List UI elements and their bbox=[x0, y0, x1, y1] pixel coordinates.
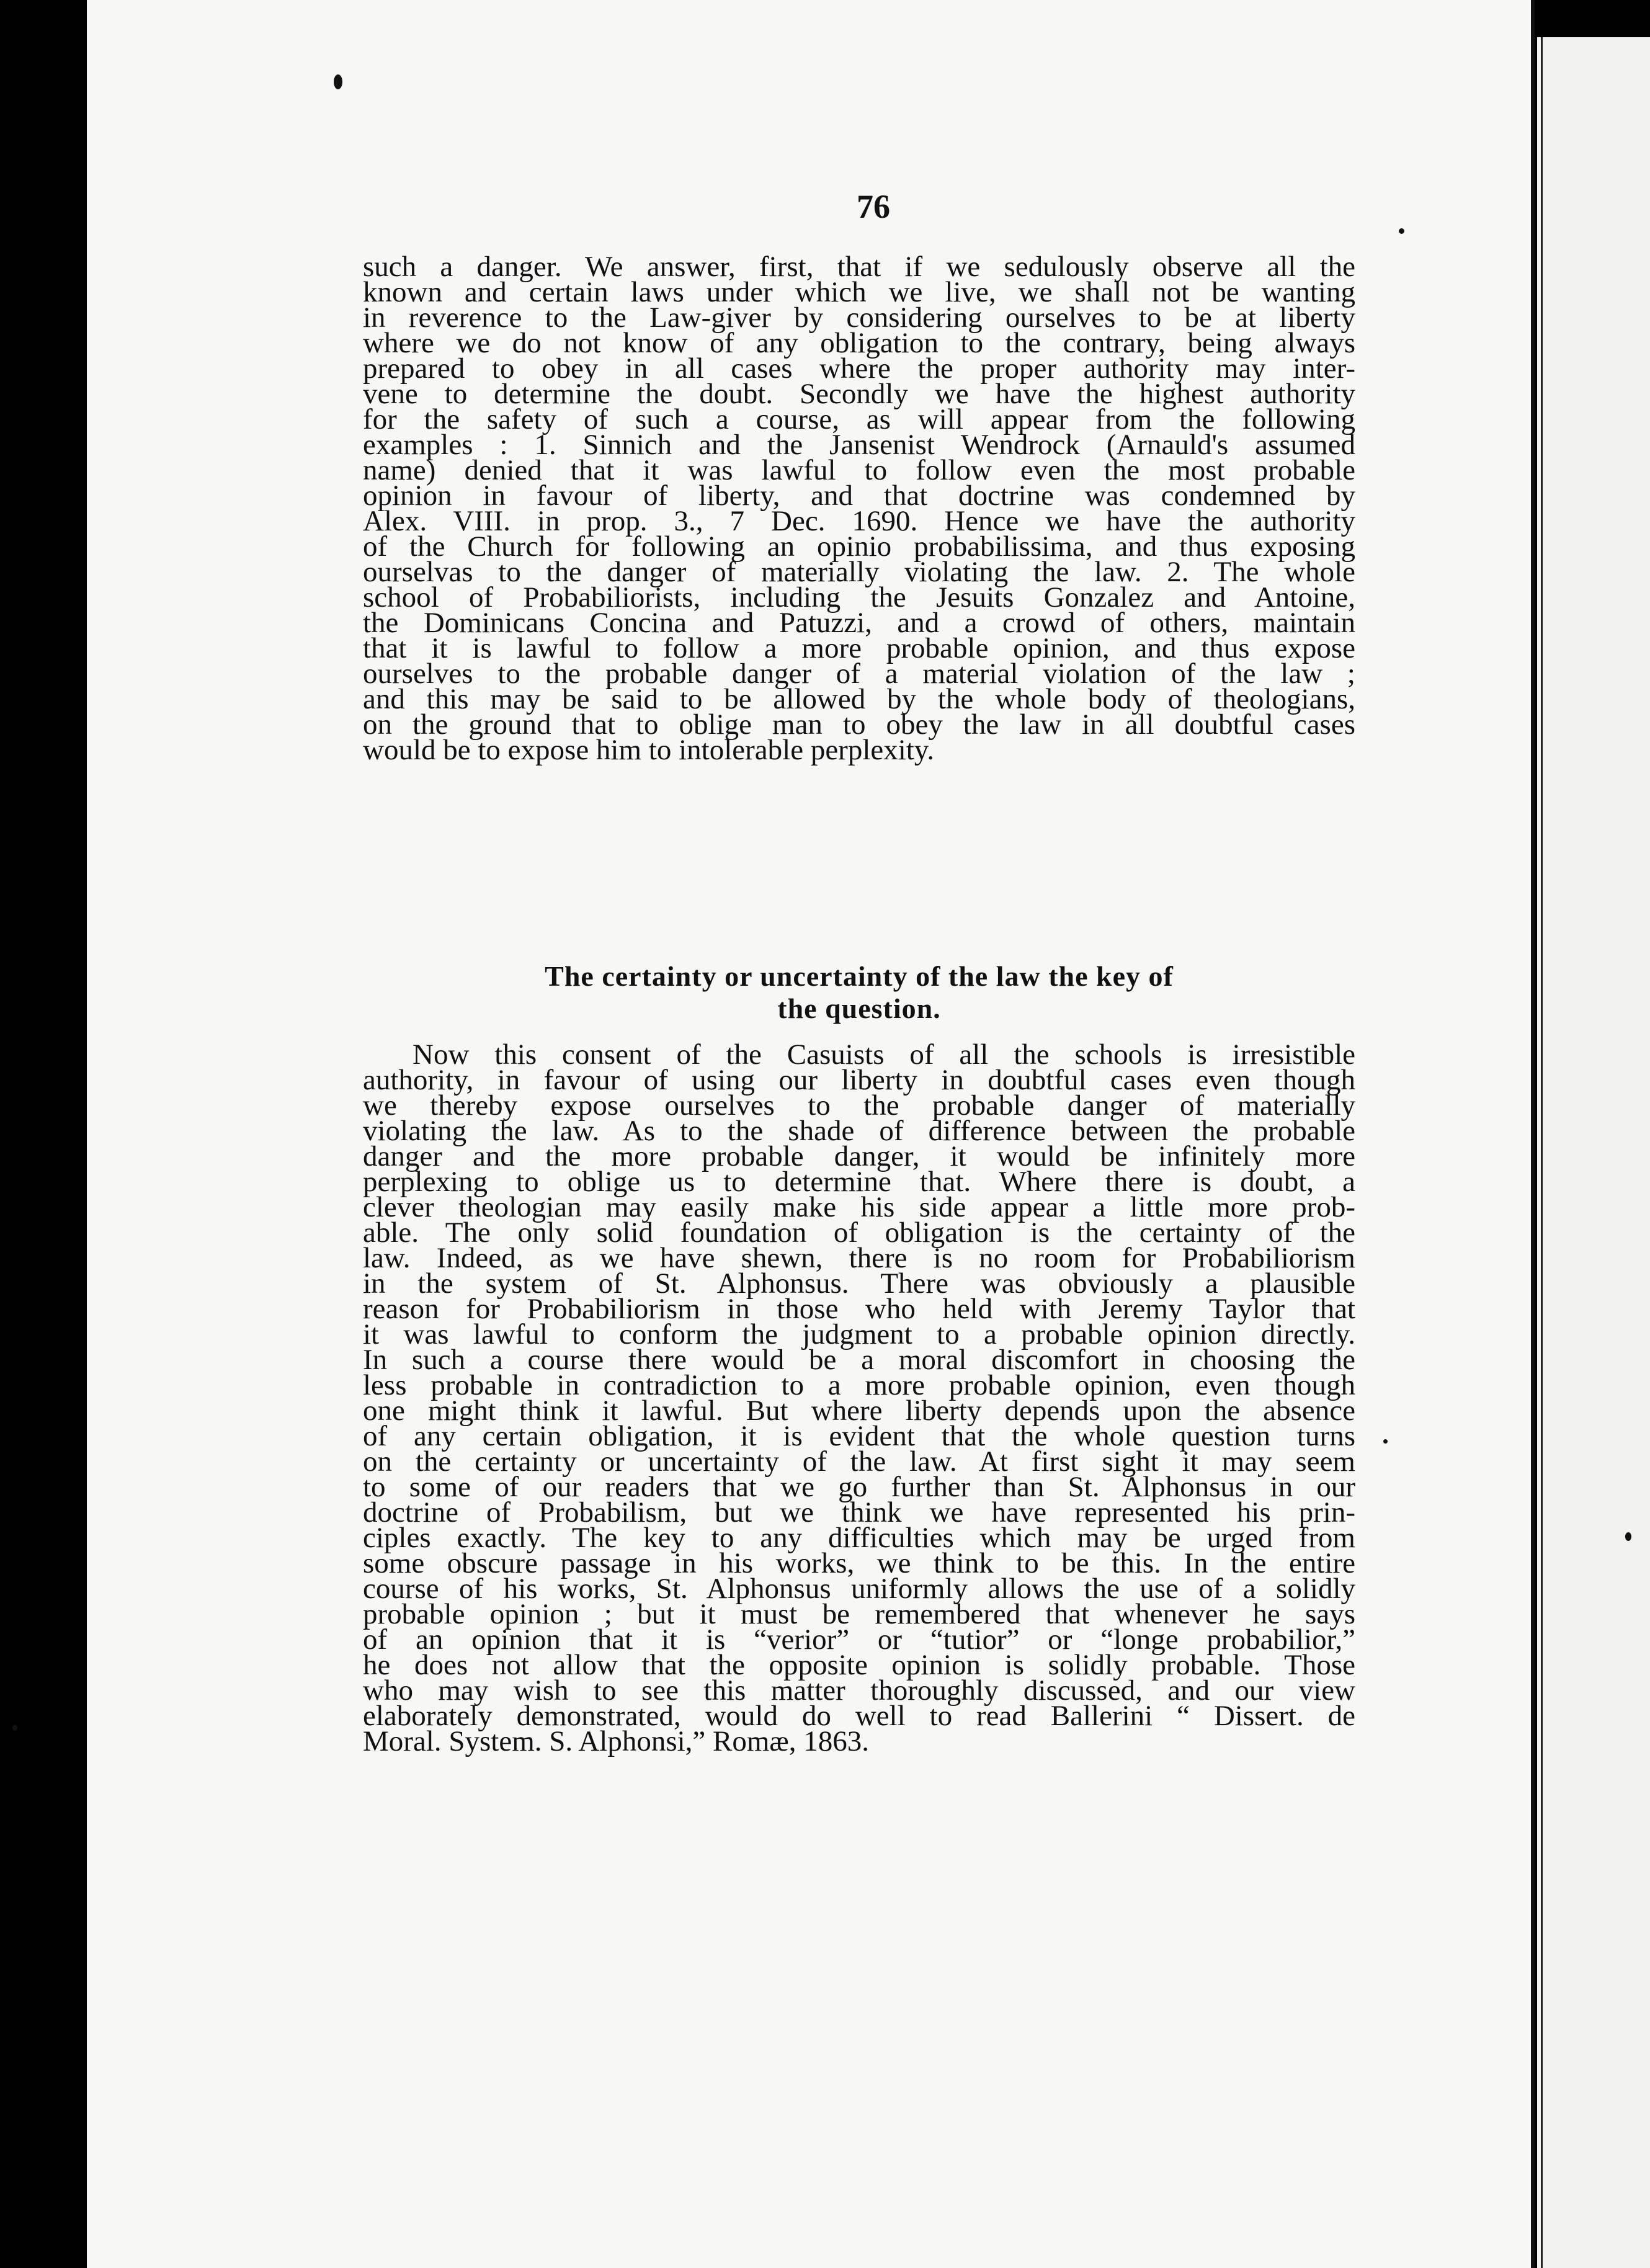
text-line: clever theologian may easily make his side appear a little more prob- bbox=[363, 1191, 1355, 1223]
text-line: Moral. System. S. Alphonsi,” Romæ, 1863. bbox=[363, 1725, 870, 1757]
page-number: 76 bbox=[857, 188, 890, 225]
text-line: one might think it lawful. But where liberty depends upon the absence bbox=[363, 1395, 1355, 1427]
text-line: known and certain laws under which we live, we shall not be wanting bbox=[363, 276, 1355, 308]
text-line: violating the law. As to the shade of difference between the probable bbox=[363, 1115, 1355, 1147]
text-line: school of Probabiliorists, including the Jesuits Gonzalez and Antoine, bbox=[363, 581, 1355, 614]
scan-speck bbox=[334, 74, 342, 89]
text-line: danger and the more probable danger, it would be infinitely more bbox=[363, 1140, 1355, 1172]
text-line: doctrine of Probabilism, but we think we have represented his prin- bbox=[363, 1496, 1355, 1529]
scan-speck bbox=[1399, 228, 1404, 234]
text-line: some obscure passage in his works, we think to be this. In the entire bbox=[363, 1547, 1355, 1579]
text-line: who may wish to see this matter thoroughly discussed, and our view bbox=[363, 1674, 1355, 1707]
scan-speck bbox=[12, 1725, 17, 1731]
section-heading bbox=[363, 960, 1355, 1025]
text-line: he does not allow that the opposite opinion is solidly probable. Those bbox=[363, 1649, 1355, 1681]
text-line: in reverence to the Law-giver by considering ourselves to be at liberty bbox=[363, 301, 1355, 334]
text-line: In such a course there would be a moral discomfort in choosing the bbox=[363, 1344, 1355, 1376]
gutter-shadow bbox=[1531, 0, 1535, 2268]
heading-line-2: the question. bbox=[777, 993, 941, 1024]
text-line: prepared to obey in all cases where the proper authority may inter- bbox=[363, 352, 1355, 385]
text-line: on the certainty or uncertainty of the law. At first sight it may seem bbox=[363, 1445, 1355, 1478]
text-line: such a danger. We answer, first, that if we sedulously observe all the bbox=[363, 251, 1355, 283]
text-line: on the ground that to oblige man to obey the law in all doubtful cases bbox=[363, 708, 1355, 741]
text-line: ourselves to the probable danger of a material violation of the law ; bbox=[363, 658, 1355, 690]
text-line: it was lawful to conform the judgment to a probable opinion directly. bbox=[363, 1318, 1355, 1351]
text-line: to some of our readers that we go further than St. Alphonsus in our bbox=[363, 1471, 1355, 1503]
text-line: probable opinion ; but it must be remembered that whenever he says bbox=[363, 1598, 1355, 1630]
text-line: of the Church for following an opinio probabilissima, and thus exposing bbox=[363, 530, 1355, 563]
text-line: where we do not know of any obligation to the contrary, being always bbox=[363, 327, 1355, 359]
text-line: that it is lawful to follow a more probable opinion, and thus expose bbox=[363, 632, 1355, 664]
text-line: the Dominicans Concina and Patuzzi, and a crowd of others, maintain bbox=[363, 607, 1355, 639]
scan-speck bbox=[1625, 1532, 1631, 1541]
text-line: in the system of St. Alphonsus. There was obviously a plausible bbox=[363, 1267, 1355, 1300]
text-line: perplexing to oblige us to determine that. Where there is doubt, a bbox=[363, 1166, 1355, 1198]
paragraph-2 bbox=[363, 1038, 1355, 1757]
text-line: examples : 1. Sinnich and the Jansenist Wendrock (Arnauld's assumed bbox=[363, 429, 1355, 461]
text-line: of any certain obligation, it is evident that the whole question turns bbox=[363, 1420, 1355, 1452]
text-line: we thereby expose ourselves to the probable danger of materially bbox=[363, 1089, 1355, 1122]
text-line: opinion in favour of liberty, and that doctrine was condemned by bbox=[363, 480, 1355, 512]
text-line: and this may be said to be allowed by the whole body of theologians, bbox=[363, 683, 1355, 715]
scan-speck bbox=[1383, 1439, 1388, 1444]
text-line: ciples exactly. The key to any difficulties which may be urged from bbox=[363, 1522, 1355, 1554]
heading-line-1: The certainty or uncertainty of the law the key of bbox=[545, 960, 1174, 992]
text-line: less probable in contradiction to a more probable opinion, even though bbox=[363, 1369, 1355, 1401]
text-line: of an opinion that it is “verior” or “tutior” or “longe probabilior,” bbox=[363, 1623, 1355, 1656]
paragraph-1 bbox=[363, 251, 1355, 766]
text-line: name) denied that it was lawful to follow even the most probable bbox=[363, 454, 1355, 486]
text-line: reason for Probabiliorism in those who held with Jeremy Taylor that bbox=[363, 1293, 1355, 1325]
text-line: law. Indeed, as we have shewn, there is no room for Probabiliorism bbox=[363, 1242, 1355, 1274]
text-line: able. The only solid foundation of obligation is the certainty of the bbox=[363, 1217, 1355, 1249]
text-line: Alex. VIII. in prop. 3., 7 Dec. 1690. Hence we have the authority bbox=[363, 505, 1355, 537]
facing-page-rule bbox=[1541, 37, 1543, 2268]
text-line: Now this consent of the Casuists of all the schools is irresistible bbox=[412, 1038, 1355, 1071]
text-line: course of his works, St. Alphonsus uniformly allows the use of a solidly bbox=[363, 1573, 1355, 1605]
text-line: vene to determine the doubt. Secondly we have the highest authority bbox=[363, 378, 1355, 410]
text-line: would be to expose him to intolerable perplexity. bbox=[363, 734, 935, 766]
facing-page-edge bbox=[1537, 37, 1650, 2268]
text-line: for the safety of such a course, as will appear from the following bbox=[363, 403, 1355, 435]
text-line: ourselvas to the danger of materially violating the law. 2. The whole bbox=[363, 556, 1355, 588]
text-line: elaborately demonstrated, would do well to read Ballerini “ Dissert. de bbox=[363, 1700, 1355, 1732]
text-line: authority, in favour of using our liberty in doubtful cases even though bbox=[363, 1064, 1355, 1096]
